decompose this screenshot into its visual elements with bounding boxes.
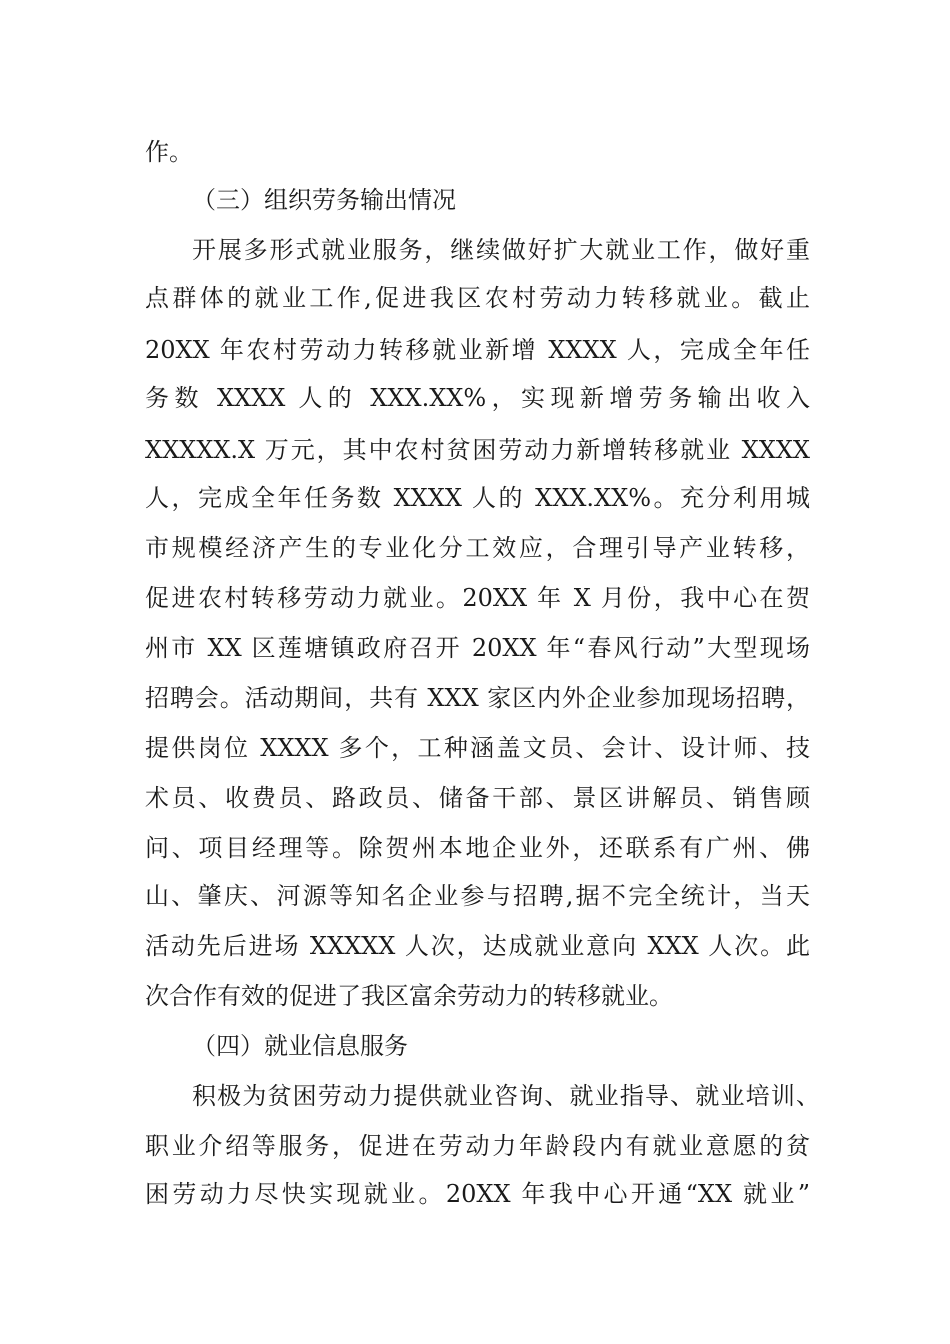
body-text-line: 次合作有效的促进了我区富余劳动力的转移就业。 [145,982,673,1010]
body-text-line: 开展多形式就业服务，继续做好扩大就业工作，做好重 [192,236,810,264]
body-text-line: 作。 [145,138,193,166]
body-text-line: 招聘会。活动期间，共有 XXX 家区内外企业参加现场招聘， [145,684,810,712]
section-heading-4: （四）就业信息服务 [192,1032,408,1060]
body-text-line: XXXXX.X 万元，其中农村贫困劳动力新增转移就业 XXXX [145,436,810,464]
body-text-line: 术员、收费员、路政员、储备干部、景区讲解员、销售顾 [145,784,810,812]
body-text-line: 山、肇庆、河源等知名企业参与招聘,据不完全统计，当天 [145,882,810,910]
body-text-line: 20XX 年农村劳动力转移就业新增 XXXX 人，完成全年任 [145,336,810,364]
body-text-line: 活动先后进场 XXXXX 人次，达成就业意向 XXX 人次。此 [145,932,810,960]
body-text-line: 促进农村转移劳动力就业。20XX 年 X 月份，我中心在贺 [145,584,810,612]
body-text-line: 困劳动力尽快实现就业。20XX 年我中心开通“XX 就业” [145,1180,810,1208]
body-text-line: 提供岗位 XXXX 多个，工种涵盖文员、会计、设计师、技 [145,734,810,762]
body-text-line: 问、项目经理等。除贺州本地企业外，还联系有广州、佛 [145,834,810,862]
body-text-line: 市规模经济产生的专业化分工效应，合理引导产业转移， [145,534,810,562]
body-text-line: 积极为贫困劳动力提供就业咨询、就业指导、就业培训、 [192,1082,820,1110]
body-text-line: 人，完成全年任务数 XXXX 人的 XXX.XX%。充分利用城 [145,484,810,512]
body-text-line: 点群体的就业工作,促进我区农村劳动力转移就业。截止 [145,284,810,312]
body-text-line: 务数 XXXX 人的 XXX.XX%，实现新增劳务输出收入 [145,384,810,412]
body-text-line: 州市 XX 区莲塘镇政府召开 20XX 年“春风行动”大型现场 [145,634,810,662]
body-text-line: 职业介绍等服务，促进在劳动力年龄段内有就业意愿的贫 [145,1132,810,1160]
section-heading-3: （三）组织劳务输出情况 [192,186,456,214]
